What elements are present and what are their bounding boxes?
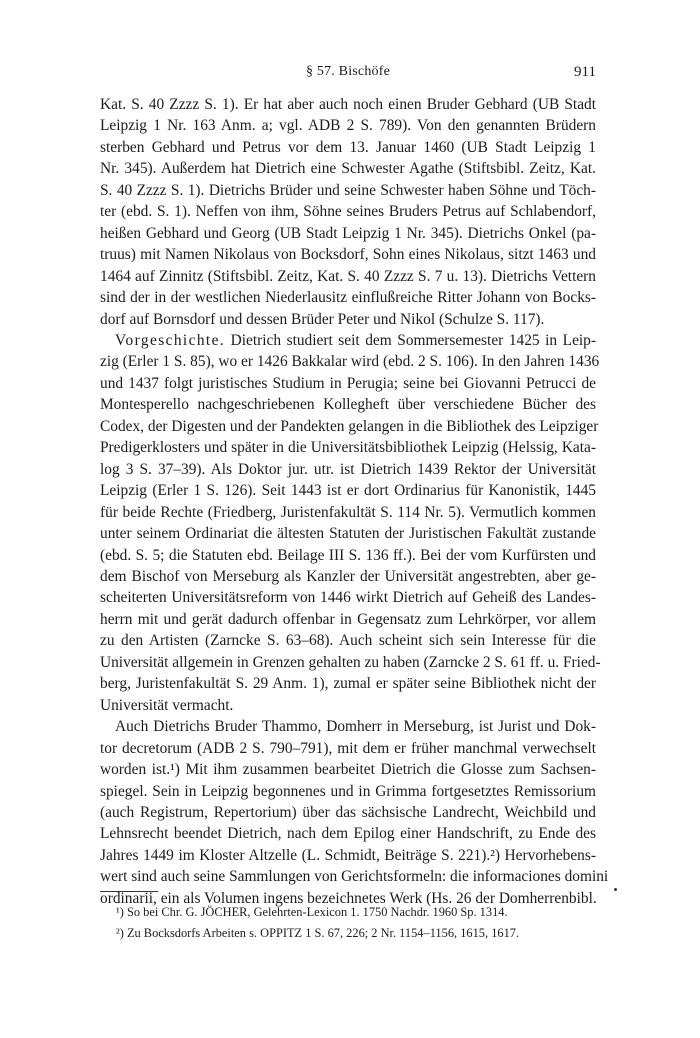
text-line: sterben Gebhard und Petrus vor dem 13. Januar 1460 (UB Stadt Leipzig 1: [100, 138, 596, 156]
text-line: truus) mit Namen Nikolaus von Bocksdorf, Sohn eines Nikolaus, sitzt 1463 und: [100, 246, 596, 264]
text-line: und 1437 folgt juristisches Studium in Perugia; seine bei Giovanni Petrucci de: [100, 374, 596, 392]
text-line: spiegel. Sein in Leipzig begonnenes und in Grimma fortgesetztes Remissorium: [100, 782, 596, 800]
page-number: 911: [574, 64, 596, 80]
text-line: Predigerklosters und später in die Universitätsbibliothek Leipzig (Helssig, Kata-: [100, 439, 596, 457]
footnotes: [116, 902, 596, 944]
paragraph-vorgeschichte: [100, 330, 601, 716]
text-line: log 3 S. 37–39). Als Doktor jur. utr. ist Dietrich 1439 Rektor der Universität: [100, 460, 596, 478]
text-line: dem Bischof von Merseburg als Kanzler der Universität angestrebten, aber ge-: [100, 567, 596, 585]
text-line: zig (Erler 1 S. 85), wo er 1426 Bakkalar wird (ebd. 2 S. 106). In den Jahren 1436: [100, 353, 600, 371]
paragraph-thammo: [100, 716, 609, 909]
text-line: Universität vermacht.: [100, 696, 234, 714]
text-line: sind der in der westlichen Niederlausitz einflußreiche Ritter Johann von Bocks-: [100, 289, 596, 307]
text-line: für beide Rechte (Friedberg, Juristenfakultät S. 114 Nr. 5). Vermutlich kommen: [100, 503, 596, 521]
text-line: Kat. S. 40 Zzzz S. 1). Er hat aber auch noch einen Bruder Gebhard (UB Stadt: [100, 96, 596, 113]
text-line: Jahres 1449 im Kloster Altzelle (L. Schmidt, Beiträge S. 221).²) Hervorhebens-: [100, 846, 596, 864]
text-line: wert sind auch seine Sammlungen von Gerichtsformeln: die informaciones domini: [100, 868, 609, 886]
text-line: Leipzig 1 Nr. 163 Anm. a; vgl. ADB 2 S. 789). Von den genannten Brüdern: [100, 117, 596, 135]
running-title: § 57. Bischöfe: [305, 64, 391, 79]
heading-line-rest: Dietrich studiert seit dem Sommersemester 1425 in Leip-: [225, 331, 596, 349]
margin-dot-mark: [614, 888, 617, 891]
text-line: (auch Registrum, Repertorium) über das sächsische Landrecht, Weichbild und: [100, 803, 596, 821]
footnote-2: ²) Zu Bocksdorfs Arbeiten s. OPPITZ 1 S. 67, 226; 2 Nr. 1154–1156, 1615, 1617.: [116, 926, 520, 940]
paragraph-family: [100, 94, 596, 330]
text-line: worden ist.¹) Mit ihm zusammen bearbeitet Dietrich die Glosse zum Sachsen-: [100, 761, 596, 779]
text-line: ter (ebd. S. 1). Neffen von ihm, Söhne seines Bruders Petrus auf Schlabendorf,: [100, 203, 596, 221]
text-line: herrn mit und gerät dadurch offenbar in Gegensatz zum Lehrkörper, vor allem: [100, 610, 596, 628]
text-line: Montesperello nachgeschriebenen Kollegheft über verschiedene Bücher des: [100, 396, 596, 414]
text-line: tor decretorum (ADB 2 S. 790–791), mit dem er früher manchmal verwechselt: [100, 739, 596, 757]
text-line: zu den Artisten (Zarncke S. 63–68). Auch scheint sich sein Interesse für die: [100, 632, 596, 650]
text-line: [100, 330, 596, 351]
text-line: Nr. 345). Außerdem hat Dietrich eine Schwester Agathe (Stiftsbibl. Zeitz, Kat.: [100, 160, 596, 178]
text-line: (ebd. S. 5; die Statuten ebd. Beilage III S. 136 ff.). Bei der vom Kurfürsten und: [100, 546, 596, 564]
footnote-1: ¹) So bei Chr. G. JÖCHER, Gelehrten-Lexicon 1. 1750 Nachdr. 1960 Sp. 1314.: [116, 905, 508, 919]
text-line: Codex, der Digesten und der Pandekten gelangen in die Bibliothek des Leipziger: [100, 417, 599, 435]
text-line: Universität allgemein in Grenzen gehalten zu haben (Zarncke 2 S. 61 ff. u. Fried-: [100, 653, 601, 671]
text-line: unter seinem Ordinariat die ältesten Statuten der Juristischen Fakultät zustande: [100, 525, 596, 543]
text-line: Auch Dietrichs Bruder Thammo, Domherr in Merseburg, ist Jurist und Dok-: [115, 718, 596, 736]
section-heading: Vorgeschichte.: [115, 331, 226, 349]
text-line: ordinarii, ein als Volumen ingens bezeichnetes Werk (Hs. 26 der Domherrenbibl.: [100, 889, 597, 907]
body-text: [100, 94, 609, 909]
text-line: Lehnsrecht beendet Dietrich, nach dem Epilog einer Handschrift, zu Ende des: [100, 825, 596, 843]
text-line: 1464 auf Zinnitz (Stiftsbibl. Zeitz, Kat. S. 40 Zzzz S. 7 u. 13). Dietrichs Vettern: [100, 267, 596, 285]
text-line: S. 40 Zzzz S. 1). Dietrichs Brüder und seine Schwester haben Söhne und Töch-: [100, 181, 596, 199]
page-header: [100, 64, 596, 88]
text-line: scheiterten Universitätsreform von 1446 wirkt Dietrich auf Geheiß des Landes-: [100, 589, 596, 607]
footnote-divider: [100, 891, 158, 892]
text-line: heißen Gebhard und Georg (UB Stadt Leipzig 1 Nr. 345). Dietrichs Onkel (pa-: [100, 224, 596, 242]
text-line: berg, Juristenfakultät S. 29 Anm. 1), zumal er später seine Bibliothek nicht der: [100, 675, 596, 693]
text-line: dorf auf Bornsdorf und dessen Brüder Peter und Nikol (Schulze S. 117).: [100, 310, 545, 328]
text-line: Leipzig (Erler 1 S. 126). Seit 1443 ist er dort Ordinarius für Kanonistik, 1445: [100, 482, 596, 500]
